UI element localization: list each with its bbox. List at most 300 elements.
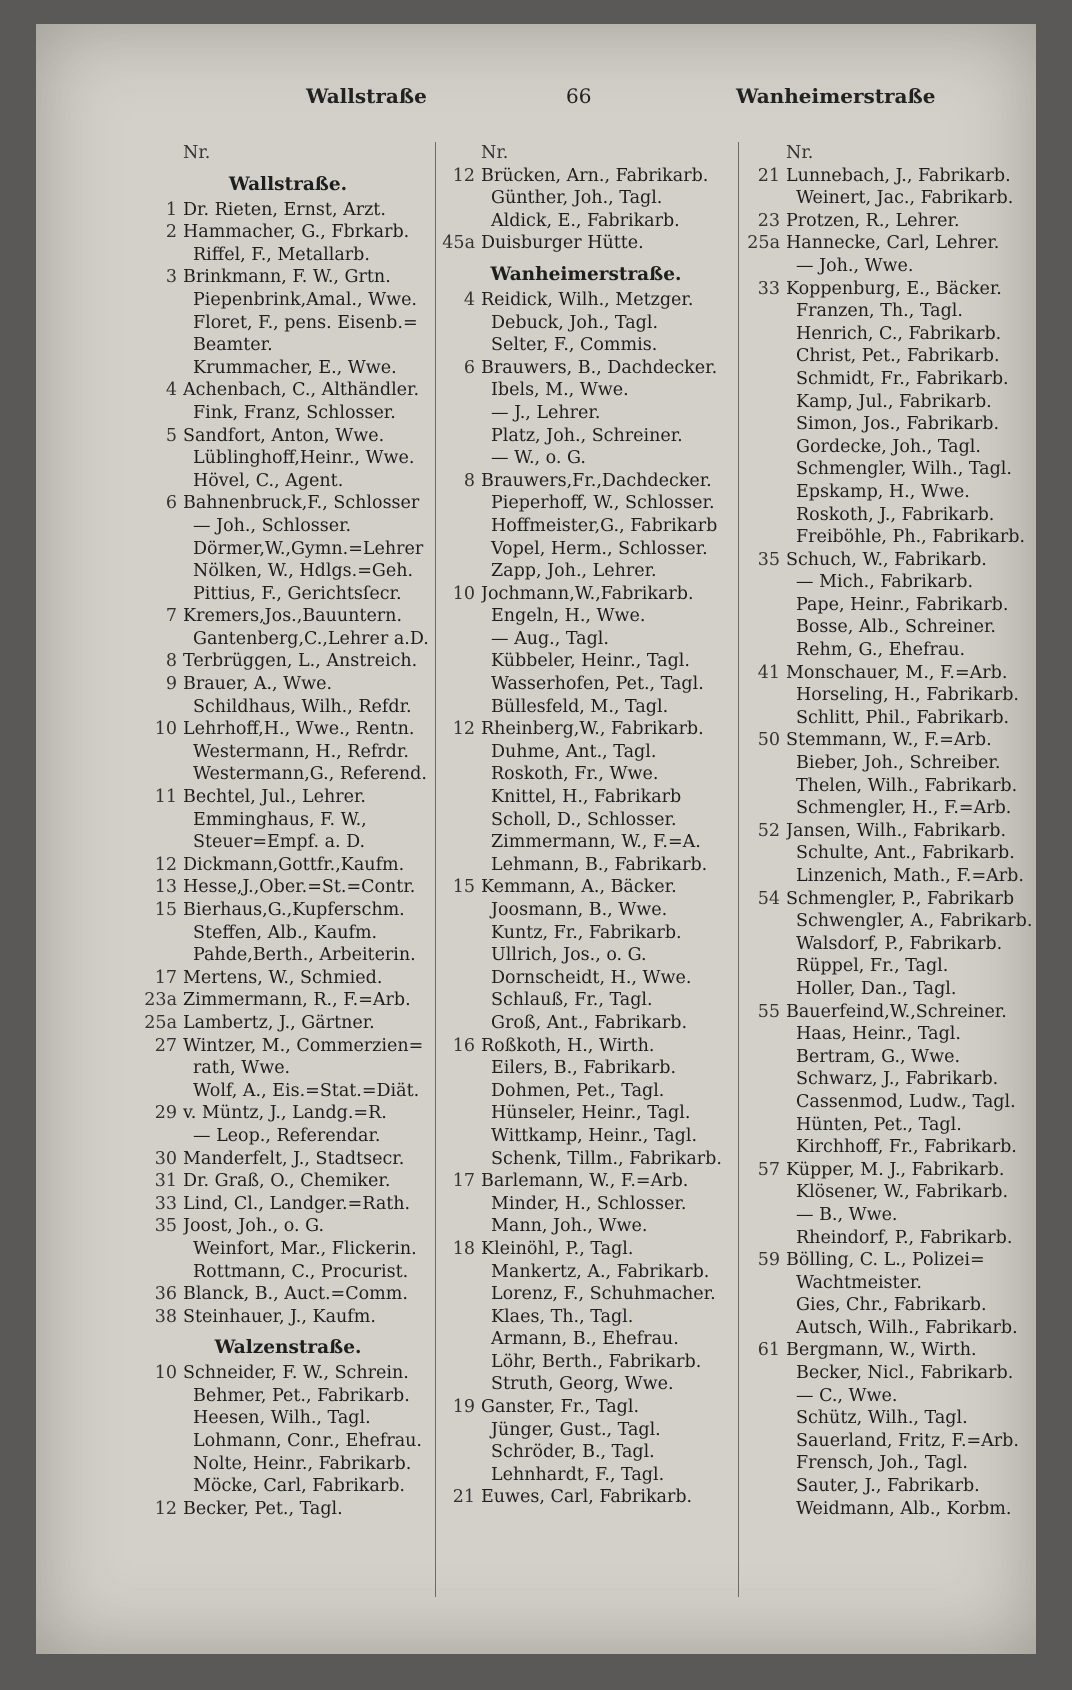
- house-number: [746, 300, 786, 323]
- resident-entry: [143, 515, 433, 538]
- house-number: [441, 1328, 481, 1351]
- entry-text: Minder, H., Schlosser.: [491, 1193, 687, 1214]
- resident-entry: [441, 673, 731, 696]
- entry-text: Barlemann, W., F.=Arb.: [481, 1171, 689, 1192]
- resident-entry: [143, 1261, 433, 1284]
- house-number: 61: [757, 1340, 780, 1361]
- house-number: [746, 933, 786, 956]
- resident-entry: [441, 718, 731, 741]
- resident-entry: [746, 210, 1036, 233]
- house-number: [441, 628, 481, 651]
- resident-entry: [441, 1373, 731, 1396]
- house-number: 45a: [442, 233, 475, 254]
- resident-entry: [746, 458, 1036, 481]
- entry-text: Dornscheidt, H., Wwe.: [491, 967, 692, 988]
- house-number: [746, 1227, 786, 1250]
- entry-text: Zapp, Joh., Lehrer.: [491, 561, 657, 582]
- entry-text: Roßkoth, H., Wirth.: [481, 1035, 655, 1056]
- resident-entry: [143, 922, 433, 945]
- resident-entry: [143, 470, 433, 493]
- house-number: 55: [757, 1001, 780, 1022]
- entry-text: Bierhaus,G.,Kupferschm.: [183, 900, 405, 920]
- house-number: [143, 696, 183, 719]
- entry-text: Schulte, Ant., Fabrikarb.: [796, 843, 1015, 864]
- resident-entry: [746, 1114, 1036, 1137]
- resident-entry: [746, 413, 1036, 436]
- house-number: 52: [757, 820, 780, 841]
- entry-text: Sandfort, Anton, Wwe.: [183, 425, 385, 446]
- entry-text: Dörmer,W.,Gymn.=Lehrer: [193, 538, 424, 559]
- resident-entry: [441, 1170, 731, 1193]
- house-number: [746, 345, 786, 368]
- house-number: [746, 797, 786, 820]
- entry-text: Brauwers,Fr.,Dachdecker.: [481, 470, 712, 491]
- entry-text: v. Müntz, J., Landg.=R.: [183, 1103, 387, 1124]
- entry-text: Schlauß, Fr., Tagl.: [491, 990, 653, 1011]
- house-number: [746, 1498, 786, 1521]
- entry-text: Schröder, B., Tagl.: [491, 1442, 655, 1463]
- entry-text: Kremers,Jos.,Bauuntern.: [183, 606, 403, 627]
- resident-entry: [746, 1068, 1036, 1091]
- resident-entry: [746, 707, 1036, 730]
- entry-text: Ganster, Fr., Tagl.: [481, 1397, 640, 1418]
- resident-entry: [746, 955, 1036, 978]
- house-number: 25a: [747, 233, 780, 254]
- resident-entry: [441, 1035, 731, 1058]
- resident-entry: [746, 504, 1036, 527]
- entry-text: Hünseler, Heinr., Tagl.: [491, 1103, 691, 1124]
- entry-text: Epskamp, H., Wwe.: [796, 481, 970, 502]
- entry-text: Gies, Chr., Fabrikarb.: [796, 1295, 987, 1316]
- entry-text: Christ, Pet., Fabrikarb.: [796, 346, 1000, 367]
- resident-entry: [746, 797, 1036, 820]
- resident-entry: [746, 1159, 1036, 1182]
- house-number: 36: [154, 1284, 177, 1305]
- entry-text: Weinert, Jac., Fabrikarb.: [796, 188, 1014, 209]
- house-number: 54: [757, 888, 780, 909]
- entry-text: Horseling, H., Fabrikarb.: [796, 685, 1019, 706]
- house-number: [143, 1057, 183, 1080]
- house-number: [441, 1464, 481, 1487]
- resident-entry: [143, 1035, 433, 1058]
- resident-entry: [441, 1148, 731, 1171]
- house-number: [746, 707, 786, 730]
- entry-text: Pahde,Berth., Arbeiterin.: [193, 945, 416, 966]
- house-number: [441, 312, 481, 335]
- entry-text: Rehm, G., Ehefrau.: [796, 640, 966, 661]
- resident-entry: [143, 289, 433, 312]
- house-number: [441, 605, 481, 628]
- page-number: 66: [566, 84, 592, 108]
- resident-entry: [441, 515, 731, 538]
- entry-text: Kuntz, Fr., Fabrikarb.: [491, 922, 682, 943]
- resident-entry: [441, 1441, 731, 1464]
- resident-entry: [441, 357, 731, 380]
- resident-entry: [746, 752, 1036, 775]
- house-number: [441, 1080, 481, 1103]
- entry-text: Weinfort, Mar., Flickerin.: [193, 1238, 417, 1259]
- house-number: 33: [757, 278, 780, 299]
- entry-text: Kemmann, A., Bäcker.: [481, 877, 677, 898]
- entry-text: Pittius, F., Gerichtsſecr.: [193, 583, 402, 604]
- entry-text: — Leop., Referendar.: [193, 1125, 381, 1146]
- right-running-title: Wanheimerstraße: [736, 84, 936, 108]
- street-heading: [441, 255, 731, 289]
- street-name: Walzenstraße.: [214, 1337, 362, 1359]
- resident-entry: [746, 526, 1036, 549]
- house-number: 27: [154, 1035, 177, 1056]
- house-number: [143, 515, 183, 538]
- house-number: [143, 357, 183, 380]
- house-number: 8: [165, 651, 177, 672]
- resident-entry: [143, 786, 433, 809]
- house-number: [441, 922, 481, 945]
- house-number: [441, 142, 481, 165]
- house-number: 12: [452, 719, 475, 740]
- entry-text: Freiböhle, Ph., Fabrikarb.: [796, 527, 1026, 548]
- resident-entry: [441, 1283, 731, 1306]
- entry-text: Dickmann,Gottfr.,Kaufm.: [183, 854, 405, 875]
- resident-entry: [441, 1193, 731, 1216]
- house-number: 33: [154, 1193, 177, 1214]
- entry-text: Löhr, Berth., Fabrikarb.: [491, 1351, 702, 1372]
- resident-entry: [441, 831, 731, 854]
- entry-text: Koppenburg, E., Bäcker.: [786, 278, 1002, 299]
- house-number: [746, 1091, 786, 1114]
- resident-entry: [746, 1272, 1036, 1295]
- entry-text: Eilers, B., Fabrikarb.: [491, 1058, 677, 1079]
- entry-text: Euwes, Carl, Fabrikarb.: [481, 1487, 693, 1508]
- house-number: 8: [463, 470, 475, 491]
- entry-text: rath, Wwe.: [193, 1058, 291, 1079]
- house-number: 21: [757, 165, 780, 186]
- entry-text: Schuch, W., Fabrikarb.: [786, 549, 987, 570]
- house-number: [441, 1351, 481, 1374]
- resident-entry: [143, 266, 433, 289]
- street-heading: [143, 165, 433, 199]
- resident-entry: [441, 379, 731, 402]
- entry-text: Steuer=Empf. a. D.: [193, 832, 366, 853]
- entry-text: Lorenz, F., Schuhmacher.: [491, 1284, 716, 1305]
- house-number: 23a: [144, 990, 177, 1011]
- house-number: [143, 1407, 183, 1430]
- entry-text: Ibels, M., Wwe.: [491, 380, 629, 401]
- resident-entry: [143, 402, 433, 425]
- house-number: [143, 142, 183, 165]
- entry-text: Nr.: [481, 143, 509, 163]
- entry-text: Reidick, Wilh., Metzger.: [481, 289, 694, 310]
- house-number: [143, 1475, 183, 1498]
- resident-entry: [143, 1475, 433, 1498]
- house-number: 31: [154, 1171, 177, 1192]
- resident-entry: [143, 1012, 433, 1035]
- entry-text: Bergmann, W., Wirth.: [786, 1340, 977, 1361]
- house-number: [746, 865, 786, 888]
- house-number: 29: [154, 1103, 177, 1124]
- house-number: [746, 368, 786, 391]
- house-number: [143, 1238, 183, 1261]
- resident-entry: [441, 492, 731, 515]
- house-number: [746, 1204, 786, 1227]
- resident-entry: [143, 1125, 433, 1148]
- house-number: [143, 1080, 183, 1103]
- resident-entry: [441, 470, 731, 493]
- resident-entry: [441, 944, 731, 967]
- number-column-label: [143, 142, 433, 165]
- entry-text: Scholl, D., Schlosser.: [491, 809, 677, 830]
- resident-entry: [441, 899, 731, 922]
- resident-entry: [441, 1012, 731, 1035]
- resident-entry: [441, 1486, 731, 1509]
- entry-text: Roskoth, J., Fabrikarb.: [796, 504, 995, 525]
- resident-entry: [746, 278, 1036, 301]
- entry-text: Weidmann, Alb., Korbm.: [796, 1498, 1012, 1519]
- entry-text: Möcke, Carl, Fabrikarb.: [193, 1476, 405, 1497]
- entry-text: Piepenbrink,Amal., Wwe.: [193, 289, 417, 310]
- resident-entry: [746, 662, 1036, 685]
- house-number: [441, 1373, 481, 1396]
- house-number: [746, 1114, 786, 1137]
- entry-text: — Mich., Fabrikarb.: [796, 572, 974, 593]
- house-number: [746, 1430, 786, 1453]
- resident-entry: [746, 639, 1036, 662]
- resident-entry: [746, 820, 1036, 843]
- resident-entry: [441, 786, 731, 809]
- entry-text: Zimmermann, R., F.=Arb.: [183, 990, 411, 1011]
- house-number: [746, 1294, 786, 1317]
- entry-text: Steffen, Alb., Kaufm.: [193, 922, 378, 943]
- resident-entry: [143, 989, 433, 1012]
- resident-entry: [143, 583, 433, 606]
- house-number: [746, 1317, 786, 1340]
- house-number: [143, 809, 183, 832]
- resident-entry: [441, 187, 731, 210]
- entry-text: Schlitt, Phil., Fabrikarb.: [796, 707, 1010, 728]
- entry-text: Frensch, Joh., Tagl.: [796, 1453, 968, 1474]
- entry-text: Nr.: [786, 143, 814, 163]
- running-header: [36, 84, 1036, 124]
- house-number: [746, 391, 786, 414]
- resident-entry: [143, 1385, 433, 1408]
- entry-text: Nölken, W., Hdlgs.=Geh.: [193, 561, 414, 582]
- house-number: 6: [463, 357, 475, 378]
- house-number: [143, 1453, 183, 1476]
- house-number: [441, 967, 481, 990]
- house-number: [441, 210, 481, 233]
- entry-text: Gantenberg,C.,Lehrer a.D.: [193, 628, 429, 649]
- entry-text: Holler, Dan., Tagl.: [796, 978, 957, 999]
- entry-text: Bertram, G., Wwe.: [796, 1046, 961, 1067]
- resident-entry: [746, 436, 1036, 459]
- entry-text: — C., Wwe.: [796, 1385, 898, 1406]
- house-number: [441, 944, 481, 967]
- house-number: [441, 1057, 481, 1080]
- resident-entry: [143, 538, 433, 561]
- house-number: 12: [452, 165, 475, 186]
- house-number: [143, 628, 183, 651]
- directory-page: [36, 24, 1036, 1654]
- resident-entry: [143, 1453, 433, 1476]
- resident-entry: [143, 809, 433, 832]
- resident-entry: [143, 1306, 433, 1329]
- house-number: 41: [757, 662, 780, 683]
- entry-text: Blanck, B., Auct.=Comm.: [183, 1284, 408, 1305]
- resident-entry: [143, 1430, 433, 1453]
- resident-entry: [441, 1464, 731, 1487]
- house-number: [441, 1441, 481, 1464]
- directory-column-1: [143, 142, 433, 1520]
- resident-entry: [746, 1136, 1036, 1159]
- resident-entry: [441, 210, 731, 233]
- entry-text: Engeln, H., Wwe.: [491, 606, 646, 627]
- entry-text: Beamter.: [193, 335, 273, 356]
- entry-text: Kamp, Jul., Fabrikarb.: [796, 391, 992, 412]
- house-number: 57: [757, 1159, 780, 1180]
- house-number: [143, 447, 183, 470]
- entry-text: Becker, Pet., Tagl.: [183, 1498, 343, 1519]
- house-number: [143, 470, 183, 493]
- entry-text: Simon, Jos., Fabrikarb.: [796, 414, 1000, 435]
- house-number: [441, 1102, 481, 1125]
- house-number: 25a: [144, 1012, 177, 1033]
- house-number: [746, 323, 786, 346]
- entry-text: Hannecke, Carl, Lehrer.: [786, 233, 1000, 254]
- house-number: [746, 458, 786, 481]
- resident-entry: [143, 334, 433, 357]
- entry-text: Rüppel, Fr., Tagl.: [796, 956, 949, 977]
- entry-text: Mertens, W., Schmied.: [183, 967, 383, 988]
- entry-text: Rheinberg,W., Fabrikarb.: [481, 719, 704, 740]
- house-number: [441, 786, 481, 809]
- house-number: 38: [154, 1306, 177, 1327]
- house-number: 21: [452, 1487, 475, 1508]
- house-number: [746, 1023, 786, 1046]
- resident-entry: [746, 1339, 1036, 1362]
- resident-entry: [143, 1057, 433, 1080]
- resident-entry: [143, 560, 433, 583]
- house-number: 7: [165, 606, 177, 627]
- resident-entry: [441, 165, 731, 188]
- resident-entry: [441, 232, 731, 255]
- entry-text: Floret, F., pens. Eisenb.=: [193, 312, 418, 333]
- resident-entry: [441, 876, 731, 899]
- house-number: [441, 989, 481, 1012]
- resident-entry: [746, 255, 1036, 278]
- resident-entry: [143, 876, 433, 899]
- entry-text: Lüblinghoff,Heinr., Wwe.: [193, 448, 415, 469]
- house-number: [441, 763, 481, 786]
- resident-entry: [441, 1057, 731, 1080]
- entry-text: Hünten, Pet., Tagl.: [796, 1114, 962, 1135]
- house-number: [746, 910, 786, 933]
- entry-text: Schwarz, J., Fabrikarb.: [796, 1069, 999, 1090]
- house-number: [143, 244, 183, 267]
- resident-entry: [746, 1023, 1036, 1046]
- entry-text: Ullrich, Jos., o. G.: [491, 945, 647, 966]
- house-number: [441, 447, 481, 470]
- resident-entry: [143, 1362, 433, 1385]
- house-number: [143, 1385, 183, 1408]
- resident-entry: [143, 763, 433, 786]
- left-running-title: Wallstraße: [306, 84, 427, 108]
- resident-entry: [143, 379, 433, 402]
- entry-text: Stemmann, W., F.=Arb.: [786, 730, 992, 751]
- resident-entry: [746, 1362, 1036, 1385]
- entry-text: Rottmann, C., Procurist.: [193, 1261, 409, 1282]
- entry-text: Lehnhardt, F., Tagl.: [491, 1464, 665, 1485]
- house-number: 35: [757, 549, 780, 570]
- resident-entry: [746, 933, 1036, 956]
- entry-text: Schmengler, H., F.=Arb.: [796, 798, 1012, 819]
- resident-entry: [441, 650, 731, 673]
- house-number: [441, 379, 481, 402]
- house-number: 12: [154, 1498, 177, 1519]
- entry-text: Aldick, E., Fabrikarb.: [491, 210, 680, 231]
- house-number: [746, 413, 786, 436]
- resident-entry: [746, 481, 1036, 504]
- resident-entry: [746, 594, 1036, 617]
- resident-entry: [746, 1249, 1036, 1272]
- entry-text: Westermann,G., Referend.: [193, 764, 427, 785]
- entry-text: Hoffmeister,G., Fabrikarb: [491, 515, 718, 536]
- entry-text: Vopel, Herm., Schlosser.: [491, 538, 708, 559]
- house-number: [746, 639, 786, 662]
- resident-entry: [746, 391, 1036, 414]
- resident-entry: [746, 549, 1036, 572]
- resident-entry: [746, 1294, 1036, 1317]
- entry-text: Haas, Heinr., Tagl.: [796, 1024, 961, 1045]
- resident-entry: [746, 1498, 1036, 1521]
- resident-entry: [143, 244, 433, 267]
- resident-entry: [746, 775, 1036, 798]
- resident-entry: [143, 1148, 433, 1171]
- resident-entry: [746, 729, 1036, 752]
- resident-entry: [441, 334, 731, 357]
- resident-entry: [746, 1385, 1036, 1408]
- resident-entry: [143, 1080, 433, 1103]
- house-number: 4: [165, 380, 177, 401]
- resident-entry: [143, 899, 433, 922]
- entry-text: Zimmermann, W., F.=A.: [491, 832, 701, 853]
- house-number: [746, 1136, 786, 1159]
- entry-text: — Aug., Tagl.: [491, 628, 609, 649]
- house-number: [143, 560, 183, 583]
- entry-text: Duhme, Ant., Tagl.: [491, 741, 657, 762]
- resident-entry: [746, 300, 1036, 323]
- resident-entry: [441, 1419, 731, 1442]
- house-number: [441, 1419, 481, 1442]
- entry-text: Küpper, M. J., Fabrikarb.: [786, 1159, 1005, 1180]
- resident-entry: [746, 616, 1036, 639]
- resident-entry: [746, 187, 1036, 210]
- entry-text: Brücken, Arn., Fabrikarb.: [481, 165, 709, 186]
- entry-text: Rheindorf, P., Fabrikarb.: [796, 1227, 1013, 1248]
- entry-text: Schneider, F. W., Schrein.: [183, 1363, 409, 1384]
- entry-text: Knittel, H., Fabrikarb: [491, 787, 682, 808]
- house-number: [746, 1475, 786, 1498]
- resident-entry: [143, 628, 433, 651]
- entry-text: Gordecke, Joh., Tagl.: [796, 436, 981, 457]
- house-number: 50: [757, 730, 780, 751]
- house-number: [143, 583, 183, 606]
- house-number: [441, 425, 481, 448]
- resident-entry: [441, 1215, 731, 1238]
- resident-entry: [143, 605, 433, 628]
- house-number: [441, 1193, 481, 1216]
- house-number: [143, 1430, 183, 1453]
- house-number: [746, 1046, 786, 1069]
- house-number: [441, 1148, 481, 1171]
